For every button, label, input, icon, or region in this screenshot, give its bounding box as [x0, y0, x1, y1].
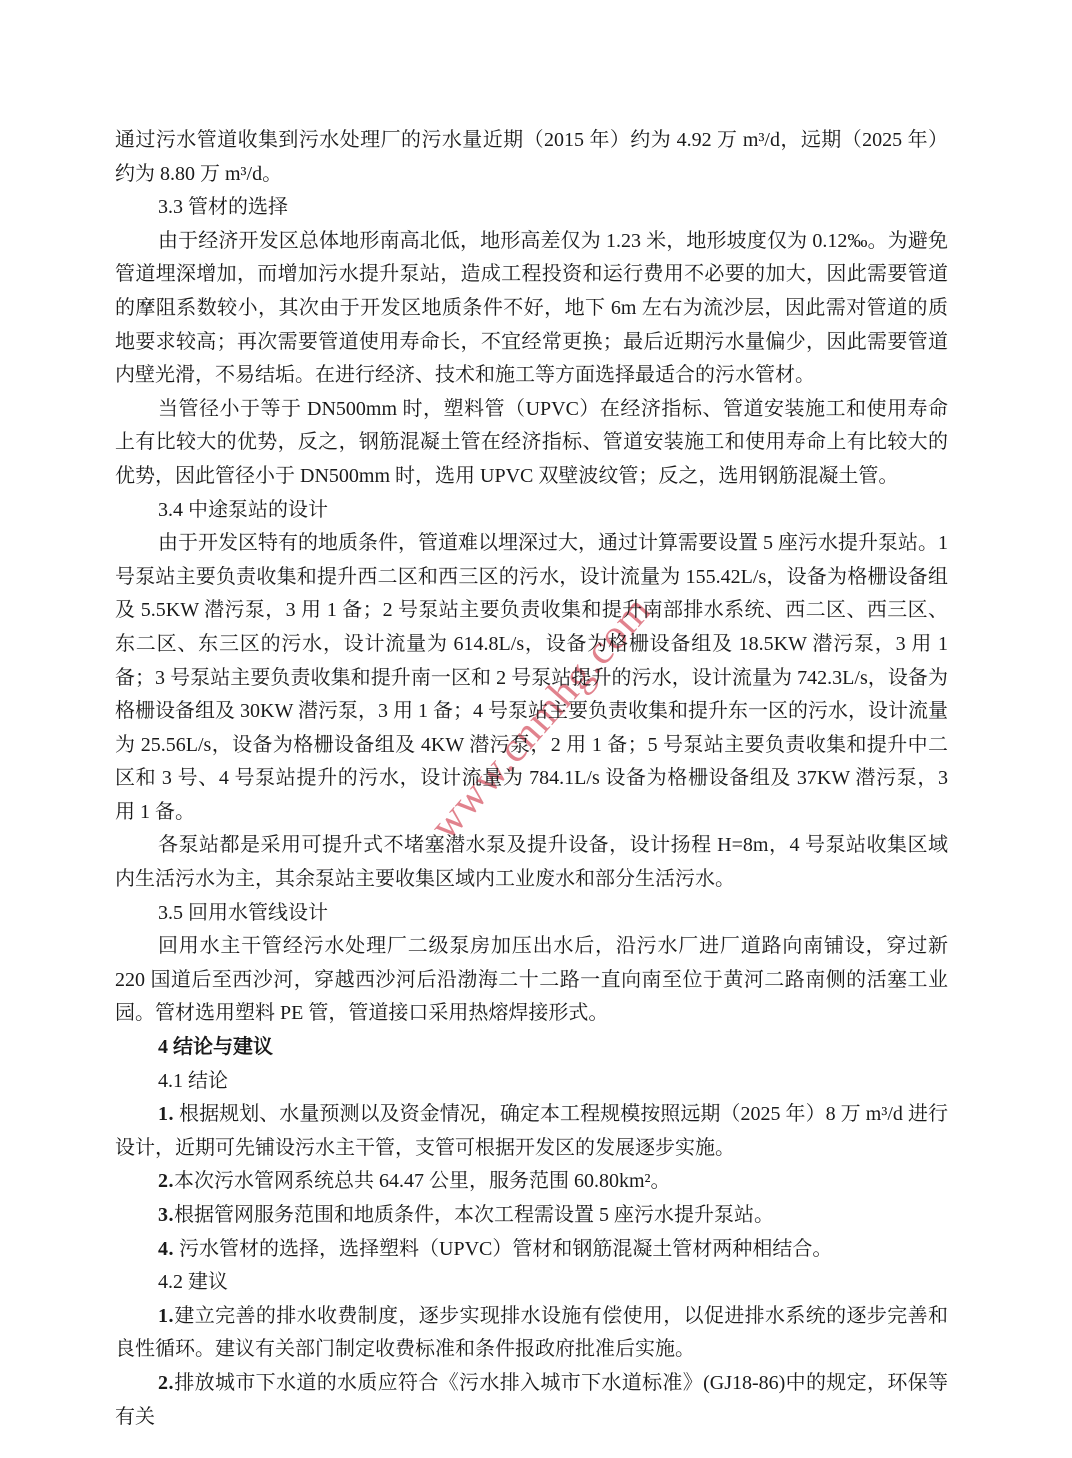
- section-heading: 3.5 回用水管线设计: [158, 901, 328, 924]
- item-number: 1.: [158, 1103, 174, 1126]
- paragraph: 由于经济开发区总体地形南高北低，地形高差仅为 1.23 米，地形坡度仅为 0.12‰。为避免管道埋深增加，而增加污水提升泵站，造成工程投资和运行费用不必要的加大，因此需要管道的摩阻系数较小，其次由于开发区地质条件不好，地下 6m 左右为流沙层，因此需对管道的质地要求较高；再次需要管道使用寿命长，不宜经常更换；最后近期污水量偏少，因此需要管道内壁光滑，不易结垢。在进行经济、技术和施工等方面选择最适合的污水管材。: [115, 229, 948, 387]
- section-heading: 4.2 建议: [158, 1271, 228, 1294]
- item-number: 4.: [158, 1237, 174, 1260]
- paragraph: 4. 污水管材的选择，选择塑料（UPVC）管材和钢筋混凝土管材两种相结合。: [158, 1237, 833, 1260]
- section-heading: 4 结论与建议: [158, 1036, 273, 1059]
- item-number: 1.: [158, 1304, 174, 1327]
- section-heading: 3.4 中途泵站的设计: [158, 498, 328, 521]
- watermark: www.cnmhg.com: [421, 587, 661, 849]
- paragraph: 通过污水管道收集到污水处理厂的污水量近期（2015 年）约为 4.92 万 m³/d，远期（2025 年）约为 8.80 万 m³/d。: [115, 129, 948, 185]
- section-heading: 3.3 管材的选择: [158, 196, 288, 219]
- document-content: [115, 124, 948, 1434]
- paragraph: 当管径小于等于 DN500mm 时，塑料管（UPVC）在经济指标、管道安装施工和使用寿命上有比较大的优势，反之，钢筋混凝土管在经济指标、管道安装施工和使用寿命上有比较大的优势，因此管径小于 DN500mm 时，选用 UPVC 双壁波纹管；反之，选用钢筋混凝土管。: [115, 397, 948, 487]
- paragraph: 各泵站都是采用可提升式不堵塞潜水泵及提升设备，设计扬程 H=8m，4 号泵站收集区域内生活污水为主，其余泵站主要收集区域内工业废水和部分生活污水。: [115, 834, 948, 891]
- paragraph: 1.建立完善的排水收费制度，逐步实现排水设施有偿使用，以促进排水系统的逐步完善和良性循环。建议有关部门制定收费标准和条件报政府批准后实施。: [115, 1304, 948, 1361]
- item-number: 2.: [158, 1371, 174, 1394]
- paragraph: 回用水主干管经污水处理厂二级泵房加压出水后，沿污水厂进厂道路向南铺设，穿过新 220 国道后至西沙河，穿越西沙河后沿渤海二十二路一直向南至位于黄河二路南侧的活塞工业园。管材选用塑料 PE 管，管道接口采用热熔焊接形式。: [115, 935, 948, 1025]
- paragraph: 1. 根据规划、水量预测以及资金情况，确定本工程规模按照远期（2025 年）8 万 m³/d 进行设计，近期可先铺设污水主干管，支管可根据开发区的发展逐步实施。: [115, 1103, 948, 1159]
- item-number: 3.: [158, 1204, 174, 1226]
- paragraph: 2.本次污水管网系统总共 64.47 公里，服务范围 60.80km²。: [158, 1170, 671, 1193]
- section-heading: 4.1 结论: [158, 1069, 228, 1092]
- item-number: 2.: [158, 1170, 174, 1193]
- paragraph: 由于开发区特有的地质条件，管道难以埋深过大，通过计算需要设置 5 座污水提升泵站。1 号泵站主要负责收集和提升西二区和西三区的污水，设计流量为 155.42L/s，设备为格栅设备组及 5.5KW 潜污泵，3 用 1 备；2 号泵站主要负责收集和提升南部排水系统、西二区、西三区、东二区、东三区的污水，设计流量为 614.8L/s，设备为格栅设备组及 18.5KW 潜污泵，3 用 1 备；3 号泵站主要负责收集和提升南一区和 2 号泵站提升的污水，设计流量为 742.3L/s，设备为格栅设备组及 30KW 潜污泵，3 用 1 备；4 号泵站主要负责收集和提升东一区的污水，设计流量为 25.56L/s，设备为格栅设备组及 4KW 潜污泵，2 用 1 备；5 号泵站主要负责收集和提升中二区和 3 号、4 号泵站提升的污水，设计流量为 784.1L/s 设备为格栅设备组及 37KW 潜污泵，3 用 1 备。: [115, 532, 948, 823]
- paragraph: 3.根据管网服务范围和地质条件，本次工程需设置 5 座污水提升泵站。: [158, 1204, 774, 1226]
- paragraph: 2.排放城市下水道的水质应符合《污水排入城市下水道标准》(GJ18-86)中的规定，环保等有关: [115, 1371, 948, 1428]
